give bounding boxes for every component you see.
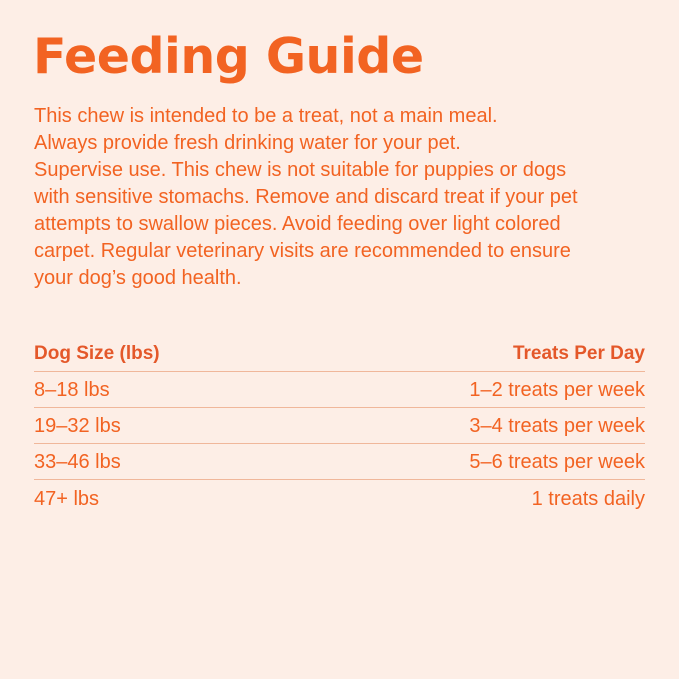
table-header-row [34,335,645,372]
dog-size-cell: 19–32 lbs [34,415,121,437]
table-row [34,444,645,480]
table-row [34,372,645,408]
table-row [34,408,645,444]
instruction-line: Always provide fresh drinking water for your pet. [34,132,461,154]
instruction-line: your dog’s good health. [34,267,242,289]
treats-cell: 1 treats daily [531,487,645,510]
instruction-line: with sensitive stomachs. Remove and discard treat if your pet [34,186,578,208]
feeding-instructions [34,103,654,292]
table-row [34,480,645,516]
page-title: Feeding Guide [33,28,424,85]
instruction-line: This chew is intended to be a treat, not a main meal. [34,105,498,127]
treats-cell: 5–6 treats per week [469,451,645,473]
treats-cell: 3–4 treats per week [469,415,645,437]
dog-size-cell: 8–18 lbs [34,379,110,401]
dog-size-cell: 33–46 lbs [34,451,121,473]
instruction-line: attempts to swallow pieces. Avoid feeding over light colored [34,213,561,235]
dog-size-cell: 47+ lbs [34,487,100,510]
feeding-table [34,335,645,516]
instruction-line: Supervise use. This chew is not suitable for puppies or dogs [34,159,567,181]
treats-cell: 1–2 treats per week [469,379,645,401]
instruction-line: carpet. Regular veterinary visits are recommended to ensure [34,240,571,262]
header-dog-size: Dog Size (lbs) [34,343,160,364]
header-treats-per-day: Treats Per Day [512,343,645,364]
